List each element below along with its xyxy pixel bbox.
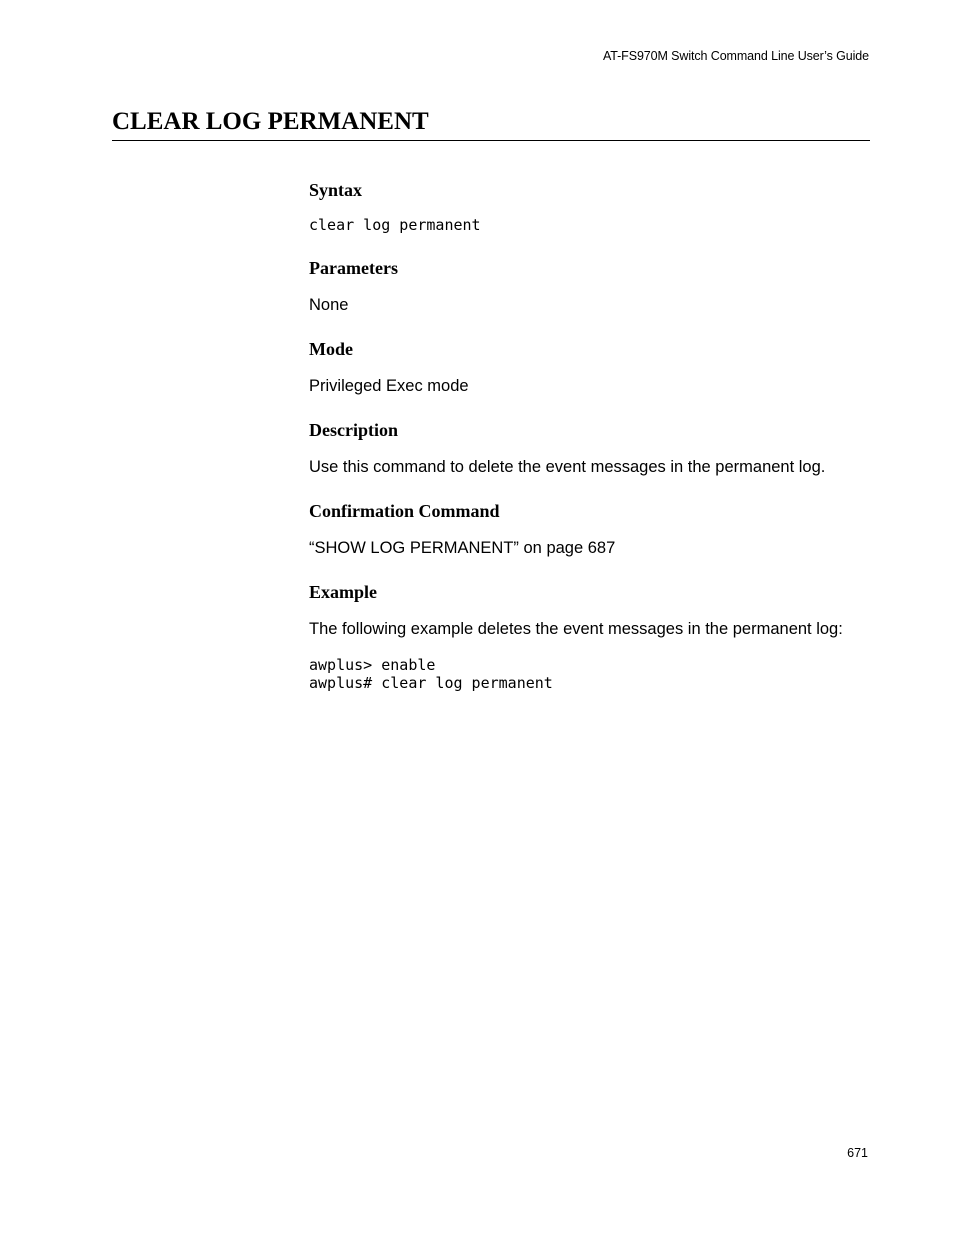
parameters-heading: Parameters <box>309 258 398 278</box>
syntax-code: clear log permanent <box>309 216 481 234</box>
syntax-heading: Syntax <box>309 180 363 200</box>
confirmation-command-heading: Confirmation Command <box>309 501 500 521</box>
page-title: CLEAR LOG PERMANENT <box>112 108 429 135</box>
running-header: AT-FS970M Switch Command Line User’s Guide <box>602 49 869 63</box>
mode-text: Privileged Exec mode <box>309 377 469 395</box>
example-code-block <box>309 656 879 692</box>
main-content <box>309 178 879 692</box>
example-code-line: awplus> enable <box>309 656 436 674</box>
example-code-line: awplus# clear log permanent <box>309 674 553 692</box>
description-text: Use this command to delete the event messages in the permanent log. <box>309 458 826 476</box>
title-divider <box>112 140 870 141</box>
page-number: 671 <box>847 1146 868 1160</box>
example-heading: Example <box>309 582 378 602</box>
example-text: The following example deletes the event messages in the permanent log: <box>309 620 843 638</box>
mode-heading: Mode <box>309 339 353 359</box>
description-heading: Description <box>309 420 398 440</box>
confirmation-command-link[interactable]: “SHOW LOG PERMANENT” on page 687 <box>309 539 616 557</box>
parameters-text: None <box>309 296 349 314</box>
